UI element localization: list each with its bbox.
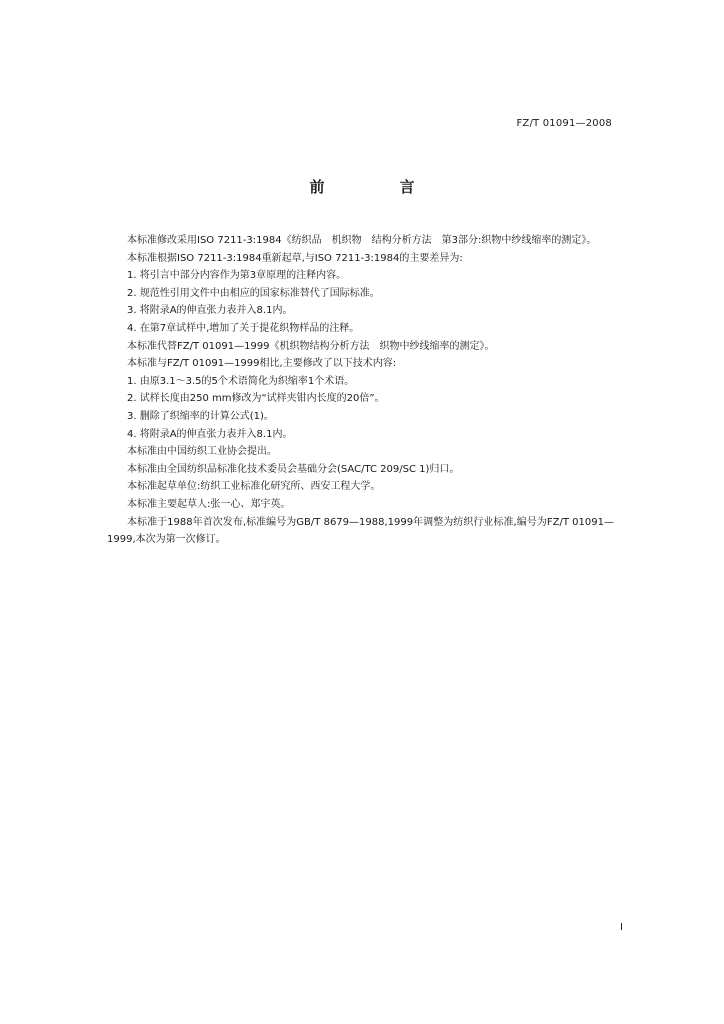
paragraph: 2. 规范性引用文件中由相应的国家标准替代了国际标准。 xyxy=(127,287,380,299)
paragraph: 本标准起草单位:纺织工业标准化研究所、西安工程大学。 xyxy=(127,481,381,493)
paragraph: 1. 将引言中部分内容作为第3章原理的注释内容。 xyxy=(127,270,347,282)
paragraph: 3. 删除了织缩率的计算公式(1)。 xyxy=(127,410,274,422)
paragraph: 4. 在第7章试样中,增加了关于提花织物样品的注释。 xyxy=(127,322,360,334)
paragraph: 本标准代替FZ/T 01091—1999《机织物结构分析方法 织物中纱线缩率的测定》。 xyxy=(127,340,495,352)
standard-code: FZ/T 01091—2008 xyxy=(516,118,612,129)
paragraph: 4. 将附录A的伸直张力表并入8.1内。 xyxy=(127,428,293,440)
paragraph: 本标准由中国纺织工业协会提出。 xyxy=(127,446,277,458)
paragraph: 本标准与FZ/T 01091—1999相比,主要修改了以下技术内容: xyxy=(127,358,397,370)
page-title: 前 言 xyxy=(309,178,445,196)
paragraph: 3. 将附录A的伸直张力表并入8.1内。 xyxy=(127,305,293,317)
paragraph: 1. 由原3.1～3.5的5个术语简化为织缩率1个术语。 xyxy=(127,375,355,387)
page-number: I xyxy=(620,922,623,933)
paragraph: 本标准根据ISO 7211-3:1984重新起草,与ISO 7211-3:1984的主要差异为: xyxy=(127,252,463,264)
paragraph: 本标准修改采用ISO 7211-3:1984《纺织品 机织物 结构分析方法 第3部分:织物中纱线缩率的测定》。 xyxy=(127,235,597,246)
paragraph: 本标准于1988年首次发布,标准编号为GB/T 8679—1988,1999年调整为纺织行业标准,编号为FZ/T 01091—1999,本次为第一次修订。 xyxy=(107,516,614,546)
paragraph: 本标准主要起草人:张一心、郑宇英。 xyxy=(127,498,291,510)
foreword-body xyxy=(107,232,614,549)
paragraph: 2. 试样长度由250 mm修改为“试样夹钳内长度的20倍”。 xyxy=(127,393,385,405)
paragraph: 本标准由全国纺织品标准化技术委员会基础分会(SAC/TC 209/SC 1)归口。 xyxy=(127,463,460,475)
